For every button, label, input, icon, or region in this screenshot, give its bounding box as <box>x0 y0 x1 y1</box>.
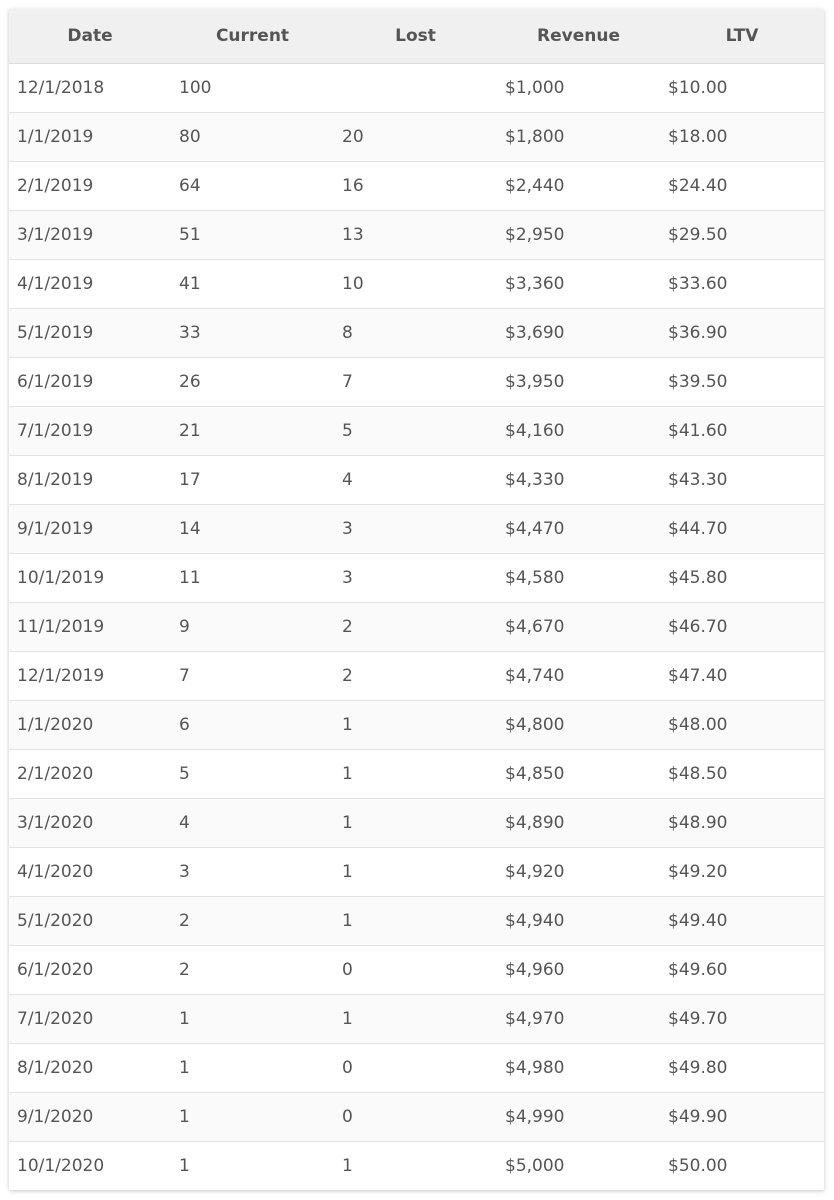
cell-ltv: $43.30 <box>660 455 824 504</box>
cell-date: 7/1/2020 <box>9 994 171 1043</box>
ltv-table <box>9 9 824 1190</box>
cell-ltv: $49.70 <box>660 994 824 1043</box>
table-row <box>9 406 824 455</box>
cell-revenue: $1,000 <box>497 63 660 112</box>
cell-date: 12/1/2018 <box>9 63 171 112</box>
table-row <box>9 553 824 602</box>
cell-current: 7 <box>171 651 334 700</box>
cell-date: 3/1/2020 <box>9 798 171 847</box>
cell-lost: 0 <box>334 945 497 994</box>
cell-ltv: $48.90 <box>660 798 824 847</box>
cell-revenue: $4,990 <box>497 1092 660 1141</box>
cell-ltv: $47.40 <box>660 651 824 700</box>
cell-current: 4 <box>171 798 334 847</box>
ltv-table-container <box>9 9 824 1190</box>
cell-lost: 0 <box>334 1043 497 1092</box>
cell-lost: 4 <box>334 455 497 504</box>
cell-lost: 10 <box>334 259 497 308</box>
cell-current: 2 <box>171 896 334 945</box>
cell-revenue: $4,890 <box>497 798 660 847</box>
cell-revenue: $4,850 <box>497 749 660 798</box>
table-row <box>9 798 824 847</box>
table-row <box>9 259 824 308</box>
cell-current: 1 <box>171 1043 334 1092</box>
table-row <box>9 308 824 357</box>
cell-date: 7/1/2019 <box>9 406 171 455</box>
cell-ltv: $49.40 <box>660 896 824 945</box>
cell-ltv: $10.00 <box>660 63 824 112</box>
table-body <box>9 63 824 1190</box>
cell-lost: 1 <box>334 749 497 798</box>
cell-date: 4/1/2020 <box>9 847 171 896</box>
cell-revenue: $4,160 <box>497 406 660 455</box>
table-row <box>9 896 824 945</box>
cell-date: 2/1/2020 <box>9 749 171 798</box>
cell-current: 41 <box>171 259 334 308</box>
cell-date: 5/1/2020 <box>9 896 171 945</box>
cell-current: 1 <box>171 994 334 1043</box>
cell-date: 2/1/2019 <box>9 161 171 210</box>
cell-date: 1/1/2019 <box>9 112 171 161</box>
cell-ltv: $49.80 <box>660 1043 824 1092</box>
cell-revenue: $2,950 <box>497 210 660 259</box>
cell-ltv: $49.60 <box>660 945 824 994</box>
cell-date: 1/1/2020 <box>9 700 171 749</box>
cell-ltv: $33.60 <box>660 259 824 308</box>
cell-revenue: $4,940 <box>497 896 660 945</box>
header-date: Date <box>9 9 171 63</box>
cell-current: 5 <box>171 749 334 798</box>
cell-current: 17 <box>171 455 334 504</box>
table-row <box>9 455 824 504</box>
cell-current: 33 <box>171 308 334 357</box>
cell-ltv: $18.00 <box>660 112 824 161</box>
header-current: Current <box>171 9 334 63</box>
cell-current: 6 <box>171 700 334 749</box>
cell-current: 14 <box>171 504 334 553</box>
cell-date: 3/1/2019 <box>9 210 171 259</box>
cell-current: 26 <box>171 357 334 406</box>
cell-revenue: $3,690 <box>497 308 660 357</box>
cell-revenue: $3,360 <box>497 259 660 308</box>
cell-ltv: $24.40 <box>660 161 824 210</box>
cell-date: 11/1/2019 <box>9 602 171 651</box>
cell-ltv: $45.80 <box>660 553 824 602</box>
cell-revenue: $2,440 <box>497 161 660 210</box>
cell-lost: 8 <box>334 308 497 357</box>
cell-current: 1 <box>179 1155 190 1176</box>
cell-current: 11 <box>171 553 334 602</box>
cell-current: 21 <box>171 406 334 455</box>
cell-ltv: $46.70 <box>660 602 824 651</box>
cell-revenue: $4,670 <box>497 602 660 651</box>
cell-ltv: $39.50 <box>660 357 824 406</box>
cell-ltv: $48.00 <box>660 700 824 749</box>
cell-lost: 1 <box>342 1155 353 1176</box>
cell-ltv: $44.70 <box>660 504 824 553</box>
cell-lost: 0 <box>334 1092 497 1141</box>
table-row <box>9 1092 824 1141</box>
cell-current: 100 <box>171 63 334 112</box>
cell-revenue: $4,740 <box>497 651 660 700</box>
table-row <box>9 112 824 161</box>
cell-revenue: $3,950 <box>497 357 660 406</box>
cell-revenue: $4,920 <box>497 847 660 896</box>
cell-ltv: $50.00 <box>668 1155 728 1176</box>
header-lost: Lost <box>334 9 497 63</box>
cell-current: 64 <box>171 161 334 210</box>
cell-lost: 7 <box>334 357 497 406</box>
cell-date: 9/1/2020 <box>9 1092 171 1141</box>
table-row <box>9 945 824 994</box>
cell-date: 12/1/2019 <box>9 651 171 700</box>
cell-date: 10/1/2019 <box>9 553 171 602</box>
table-row <box>9 602 824 651</box>
cell-date: 6/1/2019 <box>9 357 171 406</box>
cell-revenue: $4,470 <box>497 504 660 553</box>
cell-lost <box>334 63 497 112</box>
header-row <box>9 9 824 63</box>
table-row <box>9 1141 824 1190</box>
cell-date: 10/1/2020 <box>17 1155 105 1176</box>
cell-lost: 2 <box>334 602 497 651</box>
table-row <box>9 994 824 1043</box>
cell-date: 9/1/2019 <box>9 504 171 553</box>
cell-current: 1 <box>171 1092 334 1141</box>
cell-revenue: $4,980 <box>497 1043 660 1092</box>
cell-lost: 20 <box>334 112 497 161</box>
cell-lost: 1 <box>334 994 497 1043</box>
table-row <box>9 357 824 406</box>
header-ltv: LTV <box>660 9 824 63</box>
cell-revenue: $4,800 <box>497 700 660 749</box>
cell-current: 9 <box>171 602 334 651</box>
cell-lost: 1 <box>334 847 497 896</box>
table-header <box>9 9 824 63</box>
table-row <box>9 749 824 798</box>
cell-ltv: $48.50 <box>660 749 824 798</box>
cell-date: 5/1/2019 <box>9 308 171 357</box>
cell-revenue: $4,970 <box>497 994 660 1043</box>
cell-current: 2 <box>171 945 334 994</box>
table-row <box>9 63 824 112</box>
cell-revenue: $4,960 <box>497 945 660 994</box>
table-row <box>9 847 824 896</box>
header-revenue: Revenue <box>497 9 660 63</box>
cell-revenue: $4,580 <box>497 553 660 602</box>
cell-ltv: $41.60 <box>660 406 824 455</box>
cell-lost: 1 <box>334 700 497 749</box>
cell-lost: 5 <box>334 406 497 455</box>
cell-date: 8/1/2020 <box>9 1043 171 1092</box>
table-row <box>9 504 824 553</box>
cell-date: 8/1/2019 <box>9 455 171 504</box>
cell-lost: 1 <box>334 896 497 945</box>
cell-revenue: $4,330 <box>497 455 660 504</box>
cell-lost: 13 <box>334 210 497 259</box>
table-row <box>9 700 824 749</box>
cell-ltv: $36.90 <box>660 308 824 357</box>
cell-lost: 2 <box>334 651 497 700</box>
cell-lost: 16 <box>334 161 497 210</box>
table-row <box>9 161 824 210</box>
cell-ltv: $29.50 <box>660 210 824 259</box>
cell-ltv: $49.20 <box>660 847 824 896</box>
cell-current: 3 <box>171 847 334 896</box>
cell-current: 80 <box>171 112 334 161</box>
cell-revenue: $1,800 <box>497 112 660 161</box>
cell-lost: 3 <box>334 553 497 602</box>
cell-lost: 1 <box>334 798 497 847</box>
cell-ltv: $49.90 <box>660 1092 824 1141</box>
table-row <box>9 651 824 700</box>
table-row <box>9 210 824 259</box>
cell-date: 4/1/2019 <box>9 259 171 308</box>
cell-revenue: $5,000 <box>505 1155 565 1176</box>
cell-current: 51 <box>171 210 334 259</box>
table-row <box>9 1043 824 1092</box>
cell-date: 6/1/2020 <box>9 945 171 994</box>
cell-lost: 3 <box>334 504 497 553</box>
